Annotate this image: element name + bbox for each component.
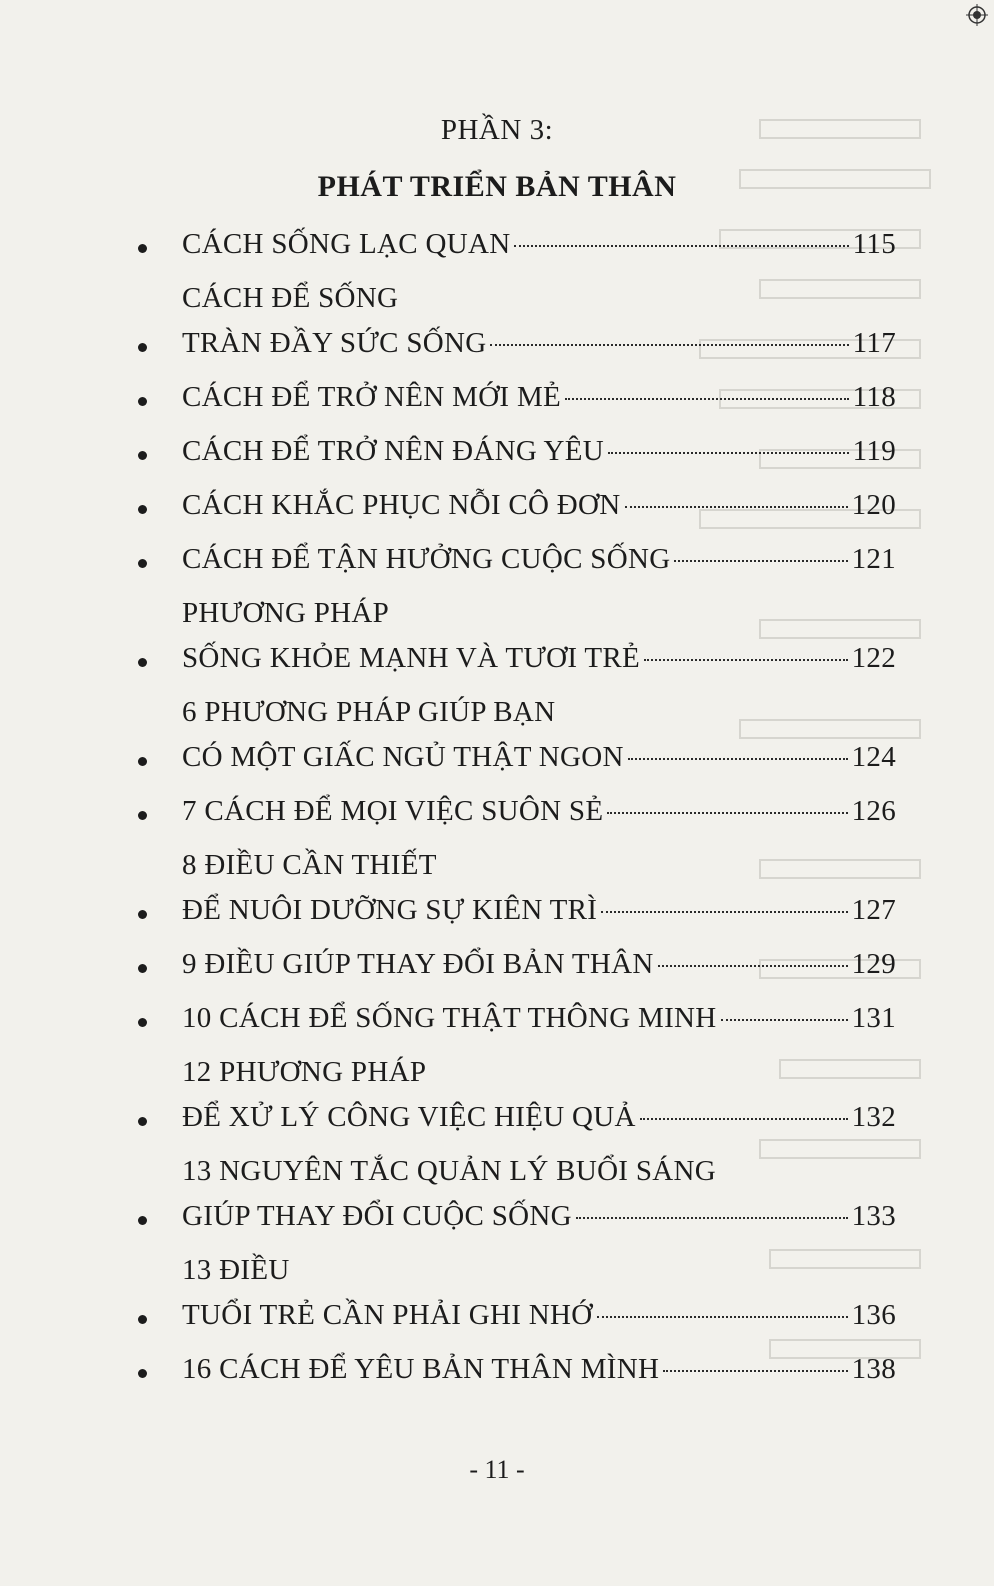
toc-entry-row xyxy=(182,735,896,780)
toc-entry xyxy=(136,429,896,474)
toc-entry-row xyxy=(182,636,896,681)
toc-entry xyxy=(136,942,896,987)
toc-entry-page-number: 124 xyxy=(851,741,896,773)
toc-entry-title-line: 13 ĐIỀU xyxy=(182,1254,290,1286)
bullet-icon xyxy=(138,1369,147,1378)
toc-entry-title-line: CÁCH ĐỂ TRỞ NÊN MỚI MẺ xyxy=(182,381,562,413)
toc-entry-title-line: ĐỂ NUÔI DƯỠNG SỰ KIÊN TRÌ xyxy=(182,894,598,926)
toc-entry-title-line: 7 CÁCH ĐỂ MỌI VIỆC SUÔN SẺ xyxy=(182,795,604,827)
toc-entry xyxy=(136,843,896,933)
dot-leader xyxy=(607,812,847,814)
dot-leader xyxy=(663,1370,847,1372)
toc-entry xyxy=(136,1149,896,1239)
toc-entry-page-number: 122 xyxy=(851,642,896,674)
toc-entry-title-line: GIÚP THAY ĐỔI CUỘC SỐNG xyxy=(182,1200,572,1232)
toc-entry-title-line: CÓ MỘT GIẤC NGỦ THẬT NGON xyxy=(182,741,624,773)
toc-entry xyxy=(136,483,896,528)
toc-entry-title-line: 10 CÁCH ĐỂ SỐNG THẬT THÔNG MINH xyxy=(182,1002,717,1034)
toc-entry-row xyxy=(182,1194,896,1239)
dot-leader xyxy=(640,1118,848,1120)
dot-leader xyxy=(625,506,848,508)
toc-entry-title-line: TRÀN ĐẦY SỨC SỐNG xyxy=(182,327,487,359)
toc-entry-title-line: 16 CÁCH ĐỂ YÊU BẢN THÂN MÌNH xyxy=(182,1353,660,1385)
toc-entry xyxy=(136,1347,896,1392)
toc-entry-page-number: 118 xyxy=(852,381,896,413)
toc-entry-title-line: CÁCH ĐỂ TRỞ NÊN ĐÁNG YÊU xyxy=(182,435,605,467)
toc-entry-title-line: TUỔI TRẺ CẦN PHẢI GHI NHỚ xyxy=(182,1299,593,1331)
toc-entry-page-number: 121 xyxy=(851,543,896,575)
toc-entry-row xyxy=(182,996,896,1041)
toc-entry-page-number: 136 xyxy=(851,1299,896,1331)
toc-entry-page-number: 133 xyxy=(851,1200,896,1232)
dot-leader xyxy=(658,965,848,967)
bullet-icon xyxy=(138,910,147,919)
toc-entry xyxy=(136,1248,896,1338)
toc-entry-row xyxy=(182,942,896,987)
toc-entry-page-number: 129 xyxy=(851,948,896,980)
toc-entry-title-line: 6 PHƯƠNG PHÁP GIÚP BẠN xyxy=(182,696,556,728)
registration-mark-icon xyxy=(966,4,988,26)
toc-entry-title-line: CÁCH ĐỂ TẬN HƯỞNG CUỘC SỐNG xyxy=(182,543,671,575)
bullet-icon xyxy=(138,505,147,514)
dot-leader xyxy=(608,452,849,454)
toc-entry xyxy=(136,591,896,681)
toc-entry-page-number: 126 xyxy=(851,795,896,827)
section-title: PHÁT TRIỂN BẢN THÂN xyxy=(317,170,677,203)
toc-entry xyxy=(136,690,896,780)
toc-entry-row xyxy=(182,537,896,582)
toc-entry xyxy=(136,222,896,267)
dot-leader xyxy=(721,1019,848,1021)
bullet-icon xyxy=(138,1117,147,1126)
toc-entry xyxy=(136,789,896,834)
toc-entry-row xyxy=(182,429,896,474)
toc-entry-row xyxy=(182,888,896,933)
toc-entry xyxy=(136,996,896,1041)
bullet-icon xyxy=(138,451,147,460)
toc-entry-page-number: 131 xyxy=(851,1002,896,1034)
toc-entry-title-line: 8 ĐIỀU CẦN THIẾT xyxy=(182,849,437,881)
dot-leader xyxy=(514,245,848,247)
dot-leader xyxy=(644,659,848,661)
bullet-icon xyxy=(138,397,147,406)
toc-entry-page-number: 127 xyxy=(851,894,896,926)
toc-entry-row xyxy=(182,1095,896,1140)
toc-entry-page-number: 115 xyxy=(852,228,896,260)
toc-entry-title-line: CÁCH KHẮC PHỤC NỖI CÔ ĐƠN xyxy=(182,489,621,521)
toc-entry-title-line: 12 PHƯƠNG PHÁP xyxy=(182,1056,427,1088)
part-label: PHẦN 3: xyxy=(440,114,554,146)
bullet-icon xyxy=(138,244,147,253)
dot-leader xyxy=(490,344,848,346)
toc-entry-title-line: CÁCH SỐNG LẠC QUAN xyxy=(182,228,511,260)
bullet-icon xyxy=(138,343,147,352)
table-of-contents xyxy=(136,222,896,1401)
bullet-icon xyxy=(138,1216,147,1225)
toc-entry-row xyxy=(182,789,896,834)
toc-entry-page-number: 120 xyxy=(851,489,896,521)
toc-entry-page-number: 132 xyxy=(851,1101,896,1133)
toc-entry-row xyxy=(182,321,896,366)
dot-leader xyxy=(565,398,849,400)
toc-entry-page-number: 138 xyxy=(851,1353,896,1385)
dot-leader xyxy=(576,1217,848,1219)
dot-leader xyxy=(628,758,848,760)
toc-entry xyxy=(136,276,896,366)
toc-entry-row xyxy=(182,1347,896,1392)
toc-entry xyxy=(136,375,896,420)
toc-entry-title-line: 9 ĐIỀU GIÚP THAY ĐỔI BẢN THÂN xyxy=(182,948,654,980)
page-number: - 11 - xyxy=(469,1455,525,1484)
bullet-icon xyxy=(138,559,147,568)
toc-entry-title-line: ĐỂ XỬ LÝ CÔNG VIỆC HIỆU QUẢ xyxy=(182,1101,636,1133)
toc-entry xyxy=(136,1050,896,1140)
bullet-icon xyxy=(138,964,147,973)
toc-entry-title-line: 13 NGUYÊN TẮC QUẢN LÝ BUỔI SÁNG xyxy=(182,1155,716,1187)
dot-leader xyxy=(597,1316,848,1318)
dot-leader xyxy=(674,560,847,562)
bullet-icon xyxy=(138,1018,147,1027)
toc-entry-row xyxy=(182,483,896,528)
bullet-icon xyxy=(138,757,147,766)
toc-entry-title-line: CÁCH ĐỂ SỐNG xyxy=(182,282,399,314)
toc-entry-page-number: 119 xyxy=(852,435,896,467)
bullet-icon xyxy=(138,811,147,820)
toc-entry-row xyxy=(182,375,896,420)
toc-entry-title-line: SỐNG KHỎE MẠNH VÀ TƯƠI TRẺ xyxy=(182,642,641,674)
toc-entry-page-number: 117 xyxy=(852,327,896,359)
toc-entry-title-line: PHƯƠNG PHÁP xyxy=(182,597,390,629)
bullet-icon xyxy=(138,1315,147,1324)
toc-entry-row xyxy=(182,222,896,267)
bullet-icon xyxy=(138,658,147,667)
toc-entry-row xyxy=(182,1293,896,1338)
dot-leader xyxy=(601,911,847,913)
toc-entry xyxy=(136,537,896,582)
